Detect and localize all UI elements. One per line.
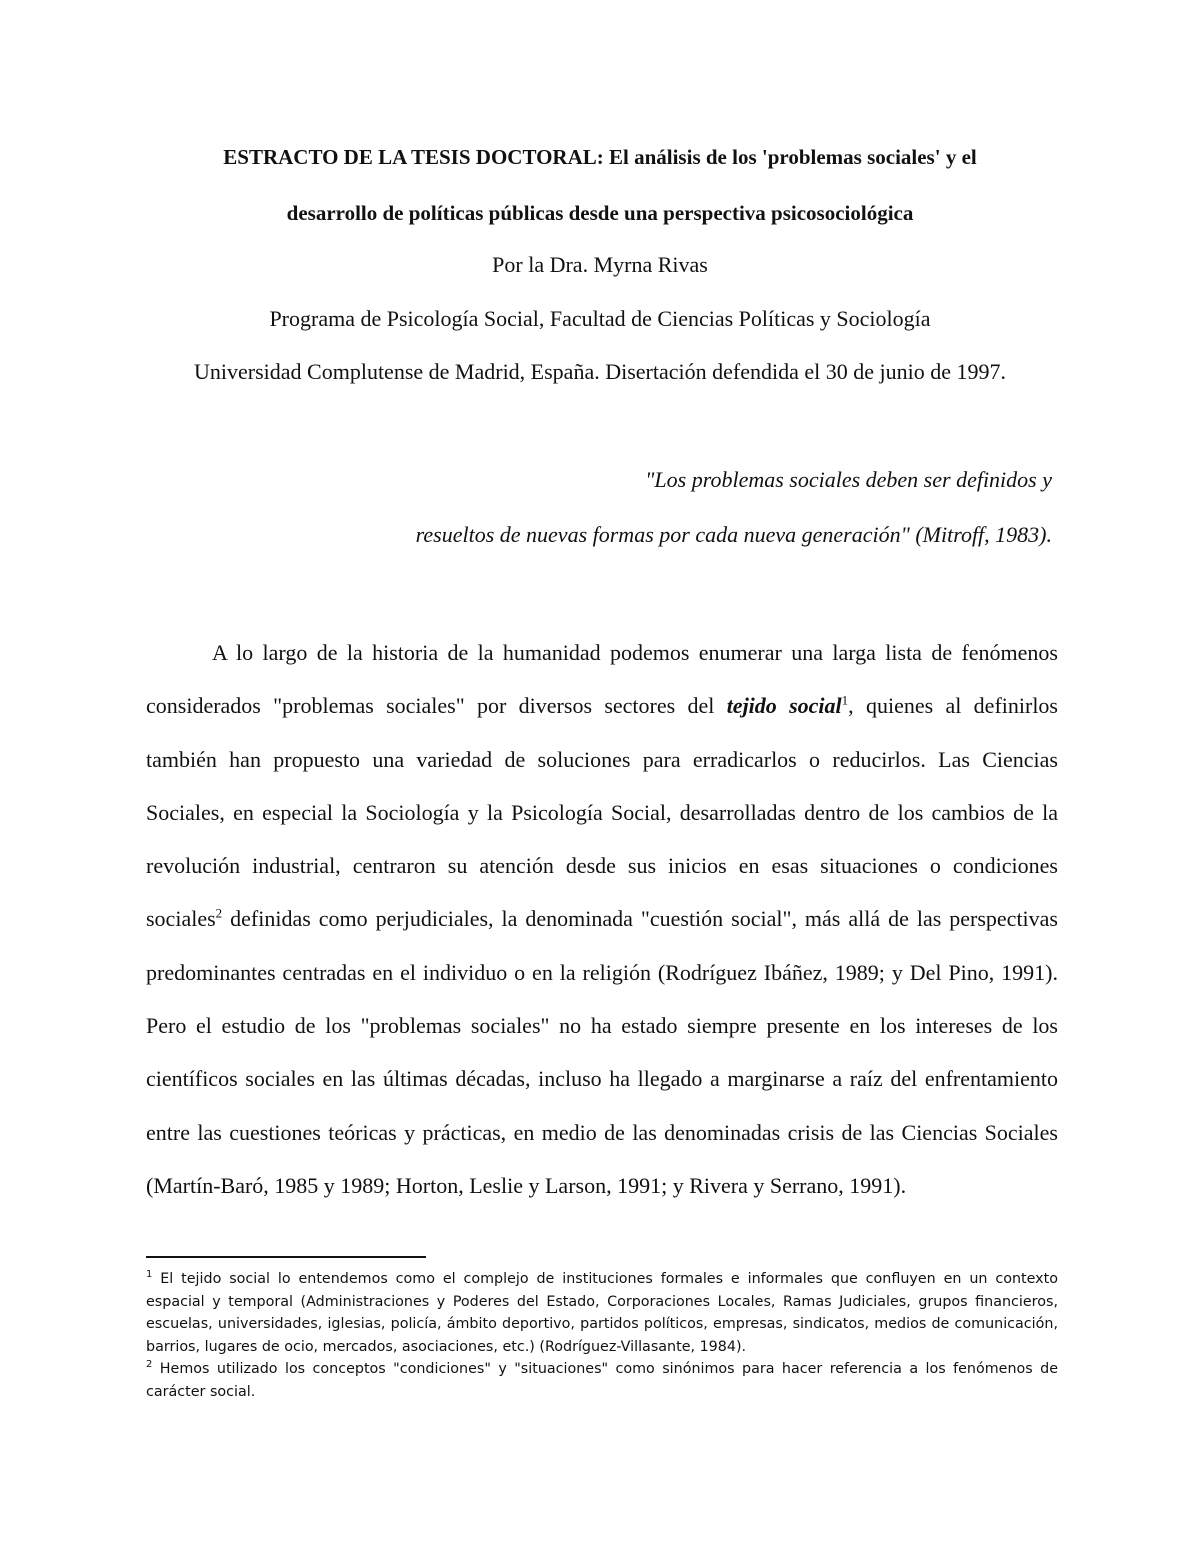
paragraph-text-3: definidas como perjudiciales, la denominada "cuestión social", más allá de las perspectivas predominantes centradas en el individuo o en la religión (Rodríguez Ibáñez, 1989; y Del Pino, 1991). Pero el estudio de los "problemas sociales" no ha estado siempre presente en los intereses de los científicos sociales en las últimas décadas, incluso ha llegado a marginarse a raíz del enfrentamiento entre las cuestiones teóricas y prácticas, en medio de las denominadas crisis de las Ciencias Sociales (Martín-Baró, 1985 y 1989; Horton, Leslie y Larson, 1991; y Rivera y Serrano, 1991). — [146, 906, 1058, 1198]
footnote-ref-2[interactable]: 2 — [215, 906, 223, 922]
paragraph-text-2: , quienes al definirlos también han propuesto una variedad de soluciones para erradicarlos o reducirlos. Las Ciencias Sociales, en especial la Sociología y la Psicología Social, desarrolladas dentro de los cambios de la revolución industrial, centraron su atención desde sus inicios en esas situaciones o condiciones sociales — [146, 693, 1058, 932]
footnote-ref-1[interactable]: 1 — [841, 692, 849, 708]
title-line-1: ESTRACTO DE LA TESIS DOCTORAL: El análisis de los 'problemas sociales' y el — [223, 145, 977, 169]
footnote-separator — [146, 1256, 426, 1258]
epigraph-line-1: "Los problemas sociales deben ser definidos y — [645, 467, 1052, 492]
footnote-text-2: Hemos utilizado los conceptos "condiciones" y "situaciones" como sinónimos para hacer referencia a los fenómenos de carácter social. — [146, 1361, 1058, 1400]
body-paragraph — [146, 626, 1058, 1212]
footnote-text-1: El tejido social lo entendemos como el complejo de instituciones formales e informales que confluyen en un contexto espacial y temporal (Administraciones y Poderes del Estado, Corporaciones Locales, Ramas Judiciales, grupos financieros, escuelas, universidades, iglesias, policía, ámbito deportivo, partidos políticos, empresas, sindicatos, medios de comunicación, barrios, lugares de ocio, mercados, asociaciones, etc.) (Rodríguez-Villasante, 1984). — [146, 1271, 1058, 1355]
author-line: Por la Dra. Myrna Rivas — [492, 252, 708, 277]
institution-line: Universidad Complutense de Madrid, España. Disertación defendida el 30 de junio de 1997. — [194, 359, 1006, 384]
affiliation-line: Programa de Psicología Social, Facultad de Ciencias Políticas y Sociología — [269, 306, 931, 331]
footnote-marker-1: 1 — [146, 1269, 153, 1281]
title-line-2: desarrollo de políticas públicas desde una perspectiva psicosociológica — [286, 201, 914, 225]
epigraph-line-2: resueltos de nuevas formas por cada nueva generación" (Mitroff, 1983). — [415, 522, 1052, 547]
footnote-1 — [146, 1268, 1058, 1358]
footnote-marker-2: 2 — [146, 1359, 153, 1371]
paragraph-text-1: A lo largo de la historia de la humanidad podemos enumerar una larga lista de fenómenos considerados "problemas sociales" por diversos sectores del — [146, 640, 1058, 719]
emphasis-term: tejido social — [726, 693, 842, 719]
footnote-2 — [146, 1358, 1058, 1403]
footnotes — [146, 1268, 1058, 1403]
